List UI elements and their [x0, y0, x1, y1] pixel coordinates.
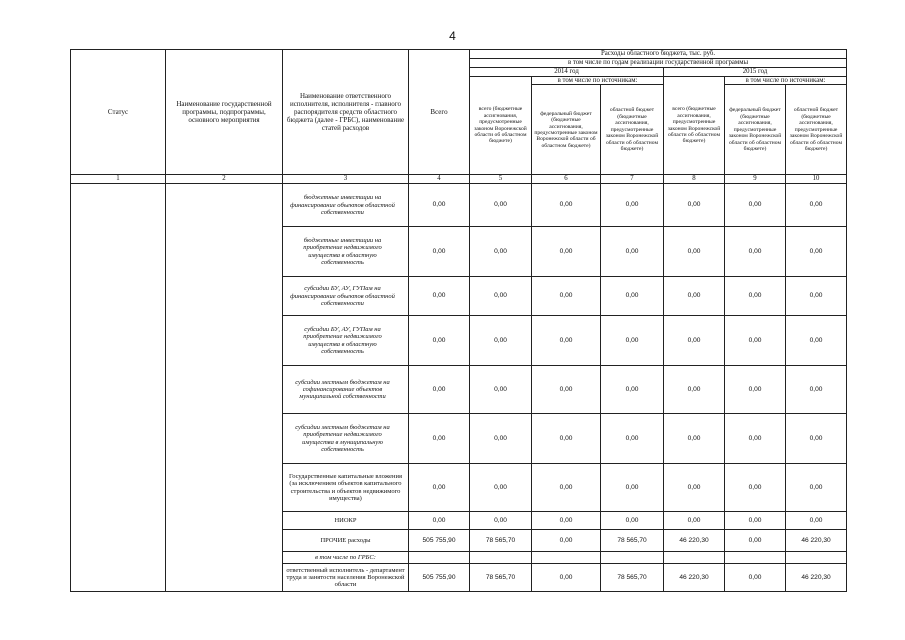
column-number: 1 [71, 175, 166, 184]
row-value: 0,00 [601, 184, 664, 227]
row-value: 0,00 [470, 464, 532, 512]
status-cell [71, 184, 166, 592]
row-value: 46 220,30 [664, 530, 725, 552]
row-value [786, 552, 847, 564]
header-program-name: Наименование государственной программы, подпрограммы, основного мероприятия [166, 50, 283, 175]
row-value: 78 565,70 [601, 530, 664, 552]
row-value: 0,00 [532, 316, 601, 366]
row-value: 0,00 [664, 464, 725, 512]
row-value: 0,00 [664, 277, 725, 316]
row-value: 0,00 [409, 414, 470, 464]
header-2014-regional: областной бюджет (бюджетные ассигнования, предусмотренные законом Воронежской области об областном бюджете) [601, 85, 664, 175]
row-value [725, 552, 786, 564]
row-value: 0,00 [532, 414, 601, 464]
program-name-cell [166, 184, 283, 592]
row-value: 0,00 [532, 512, 601, 530]
row-value: 0,00 [786, 184, 847, 227]
header-2015-total: всего (бюджетные ассигнования, предусмотренные законом Воронежской области об областном бюджете) [664, 76, 725, 175]
column-number: 10 [786, 175, 847, 184]
row-label: субсидии местным бюджетам на приобретение недвижимого имущества в муниципальную собственность [283, 414, 409, 464]
row-value: 0,00 [664, 512, 725, 530]
row-value: 0,00 [470, 277, 532, 316]
column-number: 4 [409, 175, 470, 184]
row-value: 0,00 [725, 464, 786, 512]
row-value: 0,00 [786, 316, 847, 366]
row-value: 46 220,30 [786, 530, 847, 552]
row-value: 0,00 [664, 316, 725, 366]
header-year-2015: 2015 год [664, 67, 847, 76]
column-number: 5 [470, 175, 532, 184]
column-number: 2 [166, 175, 283, 184]
header-total: Всего [409, 50, 470, 175]
row-value: 0,00 [725, 414, 786, 464]
row-value: 0,00 [409, 464, 470, 512]
row-value: 0,00 [601, 512, 664, 530]
row-value: 0,00 [470, 227, 532, 277]
row-value: 0,00 [601, 277, 664, 316]
header-responsible: Наименование ответственного исполнителя, исполнителя - главного распорядителя средств областного бюджета (далее - ГРБС), наименование статей расходов [283, 50, 409, 175]
row-value: 0,00 [601, 227, 664, 277]
row-value [470, 552, 532, 564]
row-value [532, 552, 601, 564]
row-label: Государственные капитальные вложения (за исключением объектов капитального строительства и объектов недвижимого имущества) [283, 464, 409, 512]
column-number: 7 [601, 175, 664, 184]
row-value: 0,00 [470, 316, 532, 366]
row-label: НИОКР [283, 512, 409, 530]
budget-table [70, 49, 847, 592]
header-year-2014: 2014 год [470, 67, 664, 76]
page-number: 4 [449, 29, 456, 43]
row-label: бюджетные инвестиции на приобретение недвижимого имущества в областную собственность [283, 227, 409, 277]
header-2015-by-sources: в том числе по источникам: [725, 76, 847, 85]
row-label: в том числе по ГРБС: [283, 552, 409, 564]
row-value: 0,00 [532, 277, 601, 316]
header-2014-total: всего (бюджетные ассигнования, предусмотренные законом Воронежской области об областном бюджете) [470, 76, 532, 175]
row-label: ПРОЧИЕ расходы [283, 530, 409, 552]
table-row [71, 184, 847, 227]
row-value: 0,00 [664, 366, 725, 414]
row-value [409, 552, 470, 564]
row-value: 0,00 [409, 366, 470, 414]
row-value: 0,00 [409, 316, 470, 366]
row-label: бюджетные инвестиции на финансирование объектов областной собственности [283, 184, 409, 227]
row-value: 0,00 [664, 184, 725, 227]
row-value: 0,00 [786, 512, 847, 530]
row-value: 0,00 [664, 227, 725, 277]
row-value: 78 565,70 [470, 564, 532, 592]
row-value: 0,00 [725, 184, 786, 227]
row-value: 0,00 [725, 530, 786, 552]
column-number-row [71, 175, 847, 184]
row-value: 505 755,90 [409, 530, 470, 552]
row-value: 0,00 [725, 277, 786, 316]
row-value: 505 755,90 [409, 564, 470, 592]
column-number: 6 [532, 175, 601, 184]
row-value: 0,00 [786, 414, 847, 464]
row-value: 0,00 [601, 316, 664, 366]
column-number: 9 [725, 175, 786, 184]
row-value: 0,00 [470, 512, 532, 530]
row-label: субсидии БУ, АУ, ГУПам на приобретение недвижимого имущества в областную собственность [283, 316, 409, 366]
row-value: 46 220,30 [664, 564, 725, 592]
header-2014-federal: федеральный бюджет (бюджетные ассигнования, предусмотренные законом Воронежской области об областном бюджете) [532, 85, 601, 175]
row-value: 0,00 [409, 184, 470, 227]
row-value: 0,00 [532, 184, 601, 227]
row-value: 0,00 [601, 366, 664, 414]
header-2015-federal: федеральный бюджет (бюджетные ассигнования, предусмотренные законом Воронежской области об областном бюджете) [725, 85, 786, 175]
row-value: 0,00 [601, 414, 664, 464]
row-value: 0,00 [470, 366, 532, 414]
row-label: субсидии местным бюджетам на софинансирование объектов муниципальной собственности [283, 366, 409, 414]
row-value: 78 565,70 [601, 564, 664, 592]
row-value: 0,00 [532, 530, 601, 552]
row-value: 0,00 [725, 316, 786, 366]
row-value: 78 565,70 [470, 530, 532, 552]
row-value: 0,00 [664, 414, 725, 464]
row-value: 0,00 [786, 277, 847, 316]
header-2015-regional: областной бюджет (бюджетные ассигнования, предусмотренные законом Воронежской области об областном бюджете) [786, 85, 847, 175]
row-value: 0,00 [786, 366, 847, 414]
column-number: 3 [283, 175, 409, 184]
row-value: 0,00 [532, 564, 601, 592]
row-value [601, 552, 664, 564]
row-value: 0,00 [409, 277, 470, 316]
row-value: 0,00 [470, 414, 532, 464]
row-value: 0,00 [409, 512, 470, 530]
row-value: 0,00 [725, 366, 786, 414]
row-label: субсидии БУ, АУ, ГУПам на финансирование объектов областной собственности [283, 277, 409, 316]
header-status: Статус [71, 50, 166, 175]
row-label: ответственный исполнитель - департамент труда и занятости населения Воронежской области [283, 564, 409, 592]
header-by-years: в том числе по годам реализации государственной программы [470, 59, 847, 68]
row-value: 0,00 [409, 227, 470, 277]
header-expenses: Расходы областного бюджета, тыс. руб. [470, 50, 847, 59]
row-value: 0,00 [725, 512, 786, 530]
row-value: 46 220,30 [786, 564, 847, 592]
row-value: 0,00 [786, 464, 847, 512]
row-value: 0,00 [470, 184, 532, 227]
row-value: 0,00 [786, 227, 847, 277]
row-value: 0,00 [601, 464, 664, 512]
row-value: 0,00 [725, 227, 786, 277]
row-value: 0,00 [532, 464, 601, 512]
row-value [664, 552, 725, 564]
row-value: 0,00 [532, 366, 601, 414]
row-value: 0,00 [725, 564, 786, 592]
header-2014-by-sources: в том числе по источникам: [532, 76, 664, 85]
row-value: 0,00 [532, 227, 601, 277]
column-number: 8 [664, 175, 725, 184]
